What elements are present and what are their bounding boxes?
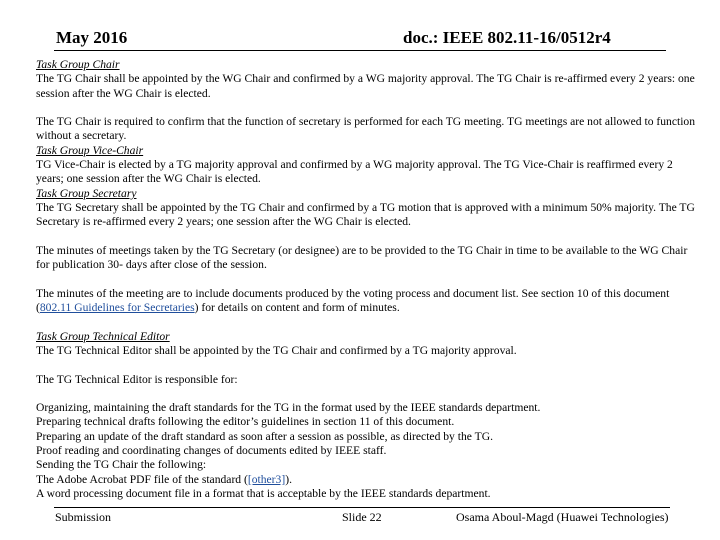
secretaries-guidelines-link[interactable]: 802.11 Guidelines for Secretaries xyxy=(39,301,195,315)
duty-item: Preparing an update of the draft standard as soon after a session as possible, as directed by the TG. xyxy=(36,429,493,443)
spacer xyxy=(36,358,696,372)
tg-chair-paragraph-2: The TG Chair is required to confirm that the function of secretary is performed for each TG meeting. TG meetings are not allowed to function without a secretary. xyxy=(36,115,696,143)
minutes-paragraph: The minutes of meetings taken by the TG Secretary (or designee) are to be provided to the TG Chair in time to be available to the WG Chair for publication 30- days after close of the session. xyxy=(36,243,688,272)
pdf-item xyxy=(36,473,696,487)
tg-chair-paragraph-1: The TG Chair shall be appointed by the WG Chair and confirmed by a WG majority approval. The TG Chair is re-affirmed every 2 years: one session after the WG Chair is elected. xyxy=(36,72,695,100)
footer-divider xyxy=(54,507,670,508)
slide-body xyxy=(36,58,696,501)
tg-chair-heading: Task Group Chair xyxy=(36,58,120,71)
spacer xyxy=(36,315,696,329)
technical-editor-responsibilities-intro: The TG Technical Editor is responsible for: xyxy=(36,372,238,386)
other3-link[interactable]: [other3] xyxy=(247,472,286,486)
duty-item: Proof reading and coordinating changes of documents edited by IEEE staff. xyxy=(36,444,387,458)
duty-item: Sending the TG Chair the following: xyxy=(36,458,207,472)
footer-slide-number: Slide 22 xyxy=(342,510,382,524)
duty-item: Preparing technical drafts following the editor’s guidelines in section 11 of this document. xyxy=(36,415,455,429)
header-doc-number: doc.: IEEE 802.11-16/0512r4 xyxy=(403,28,611,47)
header-divider xyxy=(54,50,666,51)
word-item: A word processing document file in a format that is acceptable by the IEEE standards department. xyxy=(36,486,491,500)
duty-item: Organizing, maintaining the draft standards for the TG in the format used by the IEEE standards department. xyxy=(36,401,541,415)
minutes-text-post: ) for details on content and form of minutes. xyxy=(194,301,400,315)
minutes-content-paragraph xyxy=(36,287,696,316)
secretary-paragraph: The TG Secretary shall be appointed by the TG Chair and confirmed by a TG motion that is approved with a minimum 50% majority. The TG Secretary is re-affirmed every 2 years; one session after the WG Chair is elected. xyxy=(36,200,695,229)
spacer xyxy=(36,387,696,401)
footer-submission: Submission xyxy=(55,510,112,524)
spacer xyxy=(36,101,696,115)
technical-editor-heading: Task Group Technical Editor xyxy=(36,329,170,343)
spacer xyxy=(36,272,696,286)
spacer xyxy=(36,230,696,244)
pdf-text-post: ). xyxy=(285,472,292,486)
minutes-text-pre: The minutes of the meeting are to include documents produced by the voting process and document list. See section 10 of this document ( xyxy=(36,286,670,315)
header-date: May 2016 xyxy=(56,28,128,47)
secretary-heading: Task Group Secretary xyxy=(36,186,137,200)
pdf-text-pre: The Adobe Acrobat PDF file of the standard ( xyxy=(36,472,248,486)
vice-chair-paragraph: TG Vice-Chair is elected by a TG majority approval and confirmed by a WG majority approval. The TG Vice-Chair is reaffirmed every 2 years; one session after the WG Chair is elected. xyxy=(36,158,673,186)
footer-author: Osama Aboul-Magd (Huawei Technologies) xyxy=(456,510,669,524)
vice-chair-heading: Task Group Vice-Chair xyxy=(36,143,144,157)
technical-editor-paragraph: The TG Technical Editor shall be appointed by the TG Chair and confirmed by a TG majority approval. xyxy=(36,343,517,357)
